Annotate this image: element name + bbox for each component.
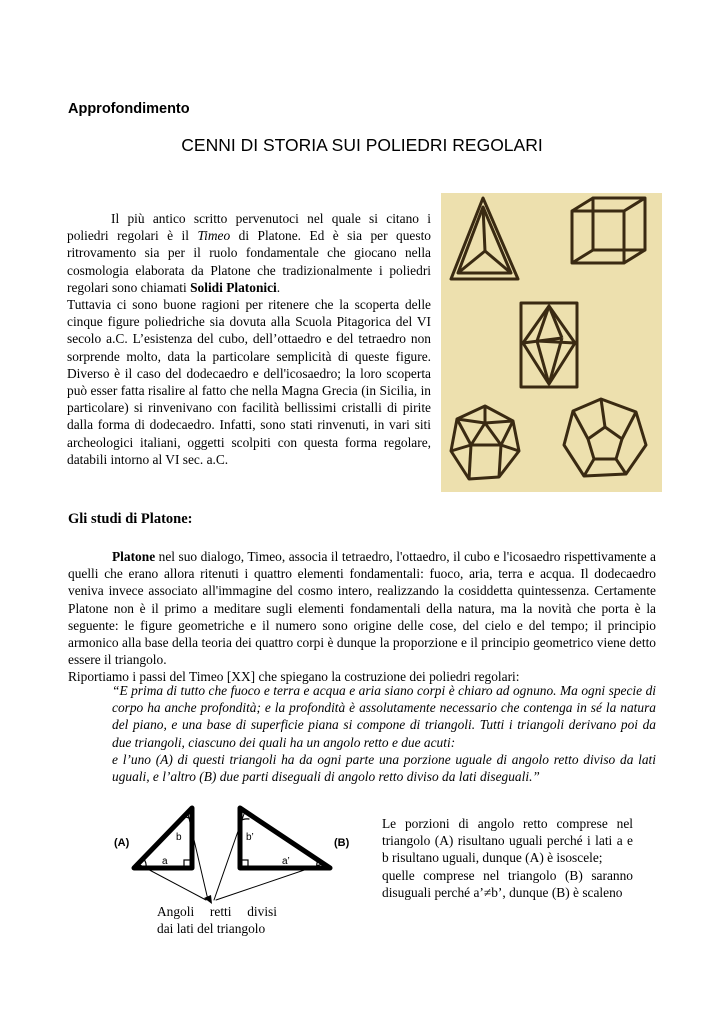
- timeo-title: Timeo: [197, 228, 231, 244]
- triangles-drawing: [112, 800, 354, 908]
- intro-paragraph-2: Tuttavia ci sono buone ragioni per ritenere che la scoperta delle cinque figure poliedriche sia dovuta alla Scuola Pitagorica del VI secolo a.C. L’esistenza del cubo, dell’ottaedro e del tetraedro non sorprende molto, data la particolare semplicità di queste figure. Diverso è il caso del dodecaedro e dell'icosaedro; la loro scoperta può esser fatta risalire al fatto che nella Magna Grecia (in Sicilia, in particolare) si rinvenivano con facilità bellissimi cristalli di pirite dalla forma di dodecaedro. Infatti, sono stati rinvenuti, in vari siti archeologici italiani, oggetti scolpiti con questa forma regolare, databili intorno al VI sec. a.C.: [67, 297, 431, 467]
- side-b-prime: b’: [246, 832, 254, 843]
- section-body: [68, 548, 656, 686]
- intro-paragraph-1: Il più antico scritto pervenutoci nel quale si citano i poliedri regolari è il Timeo di Platone. Ed è sia per questo ritrovamento sia per il ruolo fondamentale che giocano nella cosmologia elaborata da Platone che tradizionalmente i poliedri regolari sono chiamati Solidi Platonici.: [67, 211, 431, 295]
- section-paragraph-2: Riportiamo i passi del Timeo [XX] che spiegano la costruzione dei poliedri regolari:: [68, 669, 520, 685]
- octahedron-drawing: [521, 303, 577, 387]
- right-triangles-figure: [112, 800, 354, 908]
- side-a: a: [162, 856, 168, 867]
- side-a-prime: a’: [282, 856, 290, 867]
- platone-bold: Platone: [112, 549, 156, 564]
- icosahedron-drawing: [451, 406, 519, 479]
- section-kicker: Approfondimento: [68, 101, 190, 117]
- sidenote-paragraph-1: Le porzioni di angolo retto comprese nel triangolo (A) risultano uguali perché i lati a e b risultano uguali, dunque (A) è isoscele;: [382, 816, 633, 866]
- label-b: (B): [334, 837, 350, 849]
- cube-drawing: [572, 198, 645, 263]
- section-paragraph-1: Platone nel suo dialogo, Timeo, associa il tetraedro, l'ottaedro, il cubo e l'icosaedro rispettivamente a quelli che erano allora ritenuti i quattro elementi fondamentali: fuoco, aria, terra e acqua. Il dodecaedro veniva invece associato all'immagine del cosmo intero, realizzando la cosiddetta quintessenza. Certamente Platone non è il primo a meditare sugli elementi fondamentali della natura, ma la novità che porta è la seguente: le figure geometriche e il numero sono origine delle cose, del cielo e del tempo; il principio armonico alla base della teoria dei quattro corpi è dunque la proporzione e il principio geometrico viene detto essere il triangolo.: [68, 549, 656, 668]
- timeo-quote: [112, 682, 656, 785]
- triangle-explanation: [382, 815, 633, 901]
- quote-paragraph-1: “E prima di tutto che fuoco e terra e acqua e aria siano corpi è chiaro ad ognuno. Ma ogni specie di corpo ha anche profondità; e la profondità è assolutamente necessario che contenga in sé la natura del piano, e una base di superficie piana si compone di triangoli. Tutti i triangoli derivano poi da due triangoli, ciascuno dei quali ha un angolo retto e due acuti:: [112, 683, 656, 750]
- intro-text: [67, 210, 431, 468]
- sidenote-paragraph-2: quelle comprese nel triangolo (B) saranno disuguali perché a’≠b’, dunque (B) è scaleno: [382, 867, 633, 900]
- tetrahedron-drawing: [451, 198, 518, 279]
- quote-paragraph-2: e l’uno (A) di questi triangoli ha da ogni parte una porzione uguale di angolo retto diviso da lati uguali, e l’altro (B) due parti diseguali di angolo retto diviso da lati diseguali.”: [112, 751, 656, 785]
- dodecahedron-drawing: [564, 399, 646, 476]
- side-b: b: [176, 832, 182, 843]
- page-title: CENNI DI STORIA SUI POLIEDRI REGOLARI: [181, 135, 543, 155]
- solidi-platonici: Solidi Platonici: [190, 279, 277, 295]
- platonic-solids-illustration: [441, 193, 662, 492]
- figure-caption: Angoli retti divisi dai lati del triangolo: [157, 904, 277, 937]
- platonic-solids-drawing: [441, 193, 662, 492]
- label-a: (A): [114, 837, 130, 849]
- section-heading: Gli studi di Platone:: [68, 511, 193, 527]
